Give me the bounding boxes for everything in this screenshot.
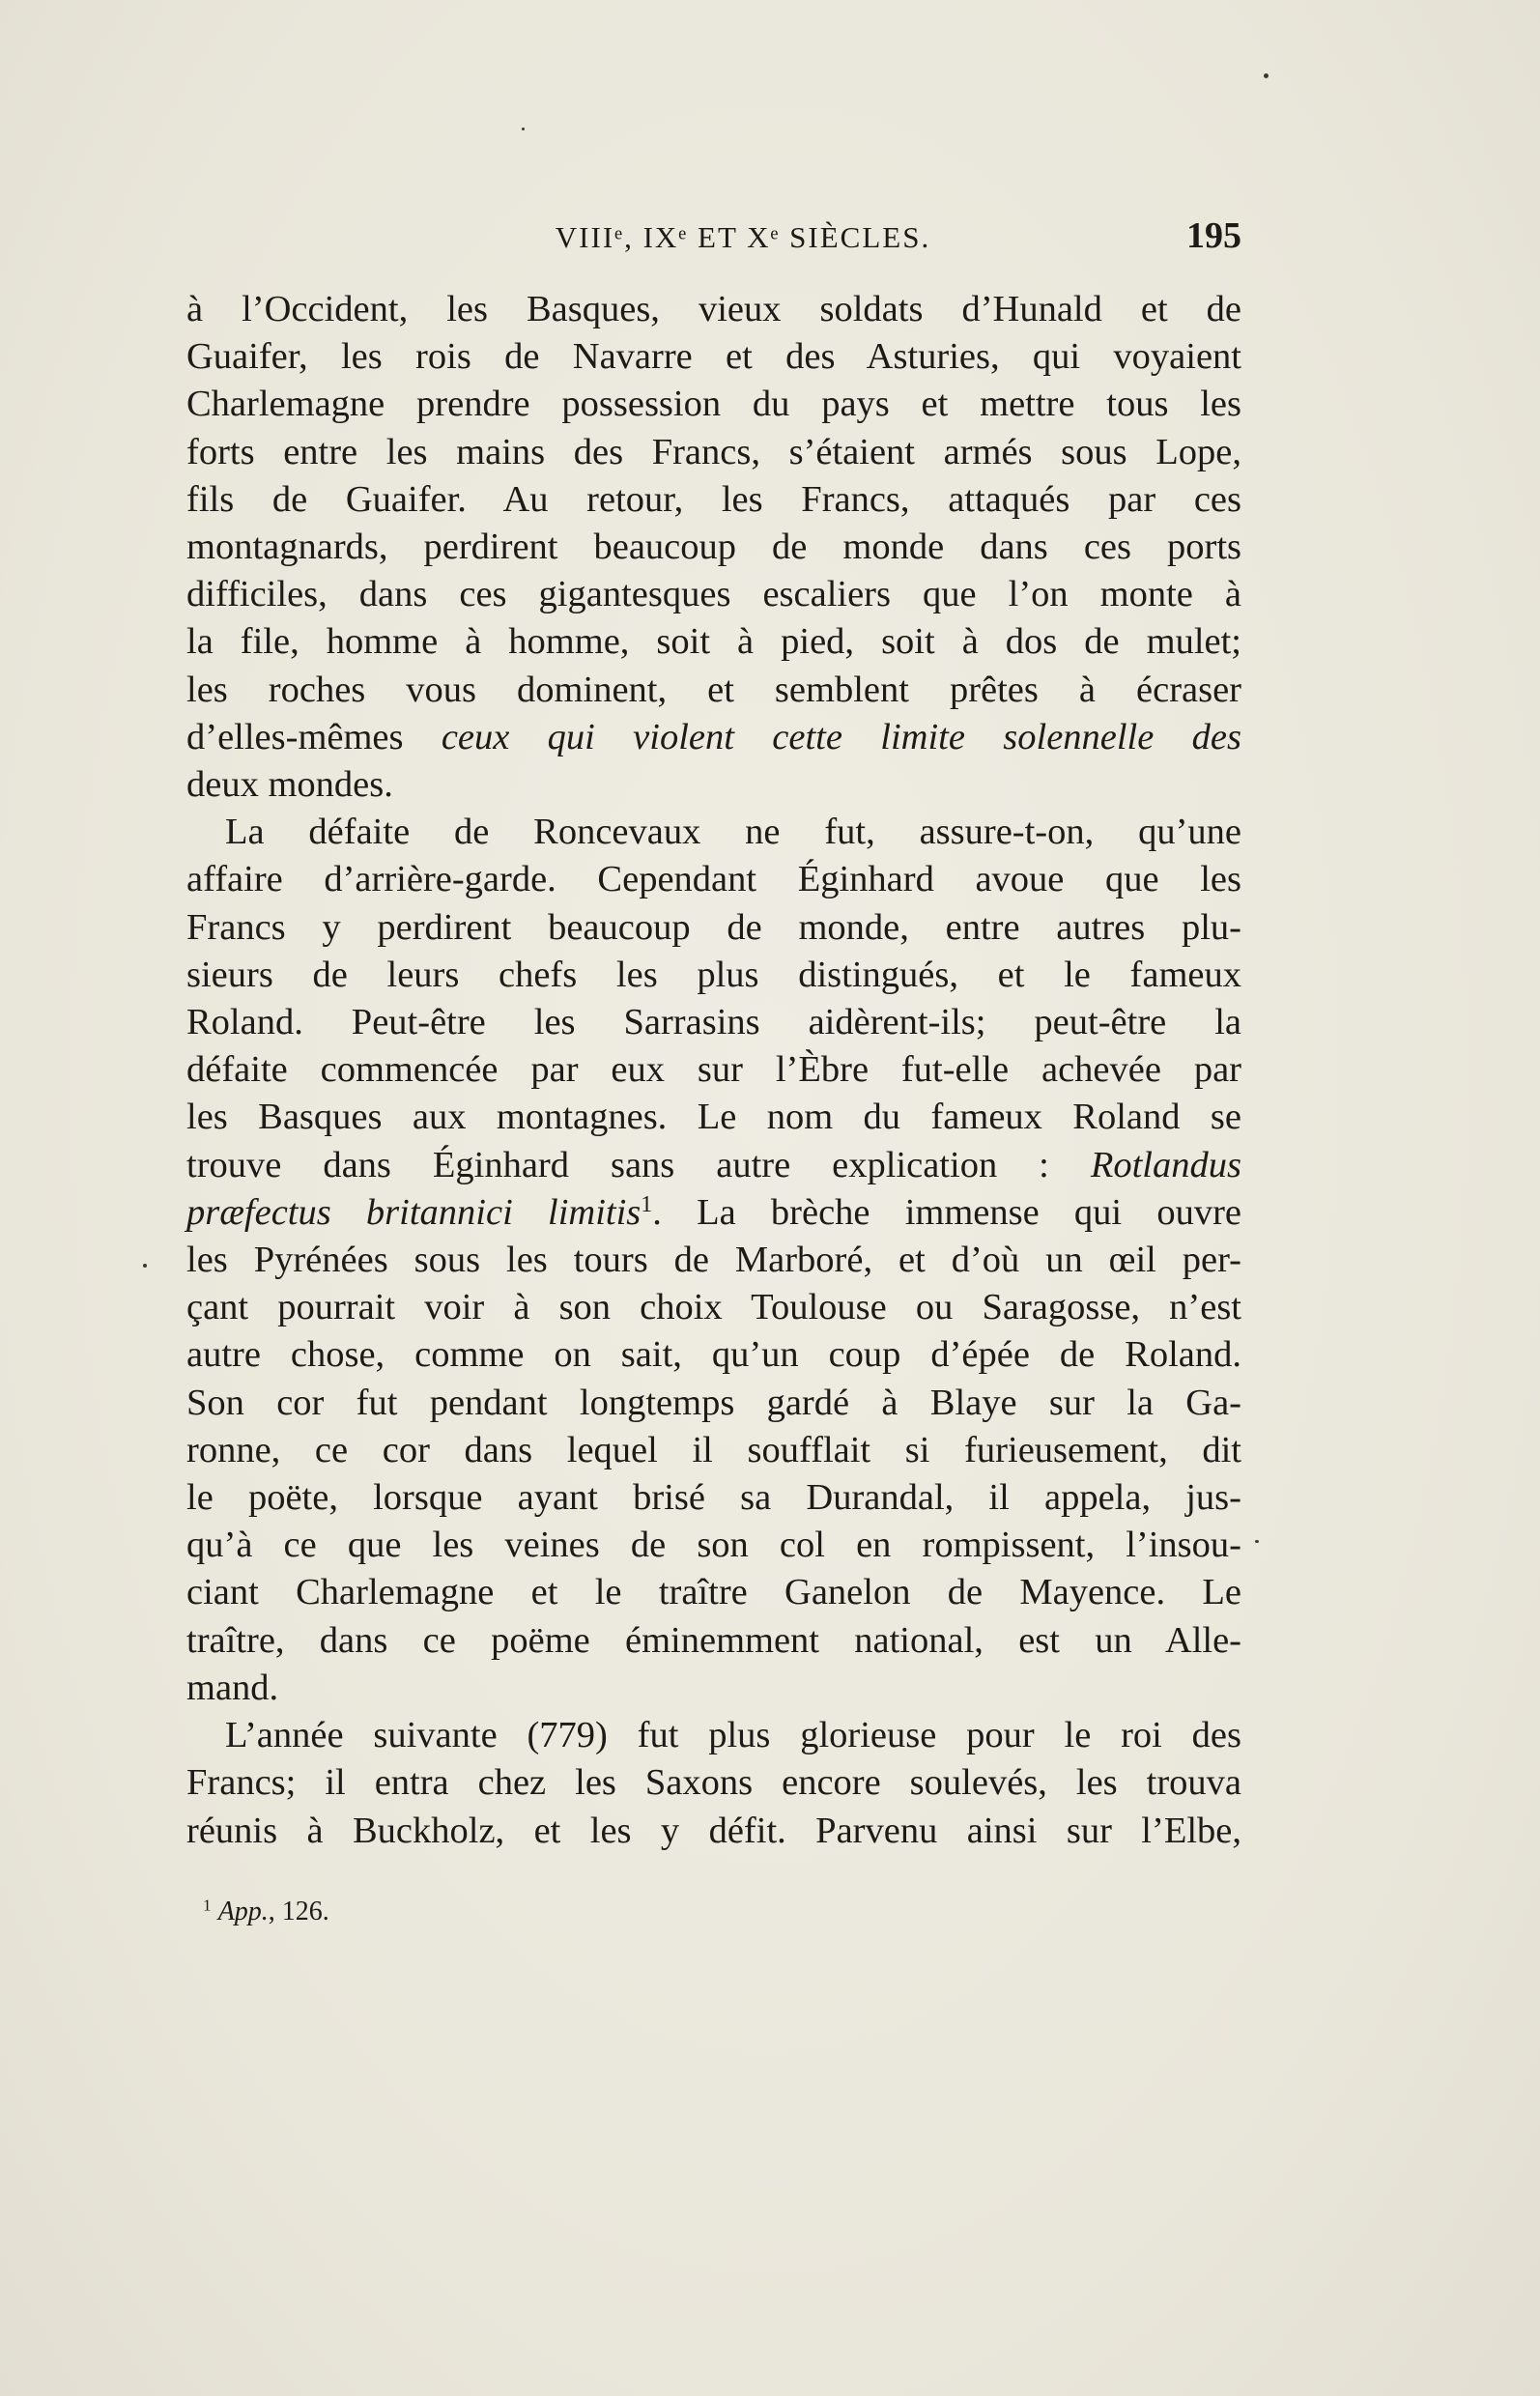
footnote-source: App. <box>217 1897 269 1926</box>
text-line: affaire d’arrière-garde. Cependant Éginhard avoue que les <box>186 859 1241 900</box>
text-line: les Basques aux montagnes. Le nom du fameux Roland se <box>186 1097 1241 1138</box>
italic-text: Rotlandus <box>1090 1144 1241 1185</box>
text-line: forts entre les mains des Francs, s’étaient armés sous Lope, <box>186 431 1241 472</box>
text-line: mand. <box>186 1667 279 1708</box>
text-line-with-italic <box>186 714 1241 761</box>
text-line: défaite commencée par eux sur l’Èbre fut-elle achevée par <box>186 1049 1241 1091</box>
text-line: ronne, ce cor dans lequel il soufflait si furieusement, dit <box>186 1429 1241 1470</box>
text-line: sieurs de leurs chefs les plus distingués, et le fameux <box>186 954 1241 995</box>
footnote <box>203 1897 329 1927</box>
running-head: VIIIᵉ, IXᵉ ET Xᵉ SIÈCLES. <box>555 220 931 254</box>
text-line-with-italic <box>186 1189 1241 1237</box>
text-line: fils de Guaifer. Au retour, les Francs, attaqués par ces <box>186 478 1241 520</box>
ink-speck <box>1264 73 1269 78</box>
text-line: le poëte, lorsque ayant brisé sa Durandal, il appela, jus- <box>186 1477 1241 1519</box>
text-line: la file, homme à homme, soit à pied, soit à dos de mulet; <box>186 621 1241 663</box>
text-line: deux mondes. <box>186 764 393 806</box>
text-line: La défaite de Roncevaux ne fut, assure-t-on, qu’une <box>225 812 1241 853</box>
footnote-marker: 1 <box>203 1896 212 1915</box>
text-line: ciant Charlemagne et le traître Ganelon de Mayence. Le <box>186 1572 1241 1613</box>
footnote-reference: 1 <box>641 1191 653 1217</box>
ink-speck <box>1255 1540 1259 1543</box>
ink-speck <box>522 128 525 130</box>
text-segment: . La brèche immense qui ouvre <box>652 1191 1242 1233</box>
text-line: réunis à Buckholz, et les y défit. Parvenu ainsi sur l’Elbe, <box>186 1810 1241 1851</box>
page-number: 195 <box>1186 215 1241 256</box>
text-line: les roches vous dominent, et semblent prêtes à écraser <box>186 669 1241 710</box>
text-line: Roland. Peut-être les Sarrasins aidèrent-ils; peut-être la <box>186 1002 1241 1043</box>
italic-text: ceux qui violent cette limite solennelle des <box>441 716 1241 757</box>
text-line: Francs y perdirent beaucoup de monde, entre autres plu- <box>186 906 1241 948</box>
text-line: les Pyrénées sous les tours de Marboré, et d’où un œil per- <box>186 1240 1241 1281</box>
text-segment: d’elles-mêmes <box>186 716 442 757</box>
text-line: L’année suivante (779) fut plus glorieuse pour le roi des <box>225 1715 1241 1756</box>
text-line: Charlemagne prendre possession du pays et mettre tous les <box>186 384 1241 425</box>
ink-speck <box>143 1264 147 1268</box>
footnote-text: , 126. <box>268 1897 329 1926</box>
paragraph-1 <box>186 286 1241 809</box>
text-line: Son cor fut pendant longtemps gardé à Blaye sur la Ga- <box>186 1382 1241 1423</box>
text-line: montagnards, perdirent beaucoup de monde dans ces ports <box>186 527 1241 568</box>
paragraph-3 <box>186 1712 1241 1855</box>
body-text <box>186 286 1241 1855</box>
text-line: çant pourrait voir à son choix Toulouse ou Saragosse, n’est <box>186 1287 1241 1328</box>
text-line: autre chose, comme on sait, qu’un coup d’épée de Roland. <box>186 1334 1241 1376</box>
text-line: Francs; il entra chez les Saxons encore soulevés, les trouva <box>186 1762 1241 1804</box>
text-line: à l’Occident, les Basques, vieux soldats d’Hunald et de <box>186 289 1241 329</box>
text-line: qu’à ce que les veines de son col en rompissent, l’insou- <box>186 1525 1241 1566</box>
text-line: difficiles, dans ces gigantesques escaliers que l’on monte à <box>186 574 1241 615</box>
text-line: Guaifer, les rois de Navarre et des Asturies, qui voyaient <box>186 336 1241 378</box>
text-line: traître, dans ce poëme éminemment national, est un Alle- <box>186 1619 1241 1661</box>
text-line-with-italic <box>186 1142 1241 1189</box>
paragraph-2 <box>186 809 1241 1712</box>
italic-text: præfectus britannici limitis <box>186 1191 642 1233</box>
text-segment: trouve dans Éginhard sans autre explication : <box>186 1144 1091 1185</box>
page-header <box>186 214 1241 263</box>
